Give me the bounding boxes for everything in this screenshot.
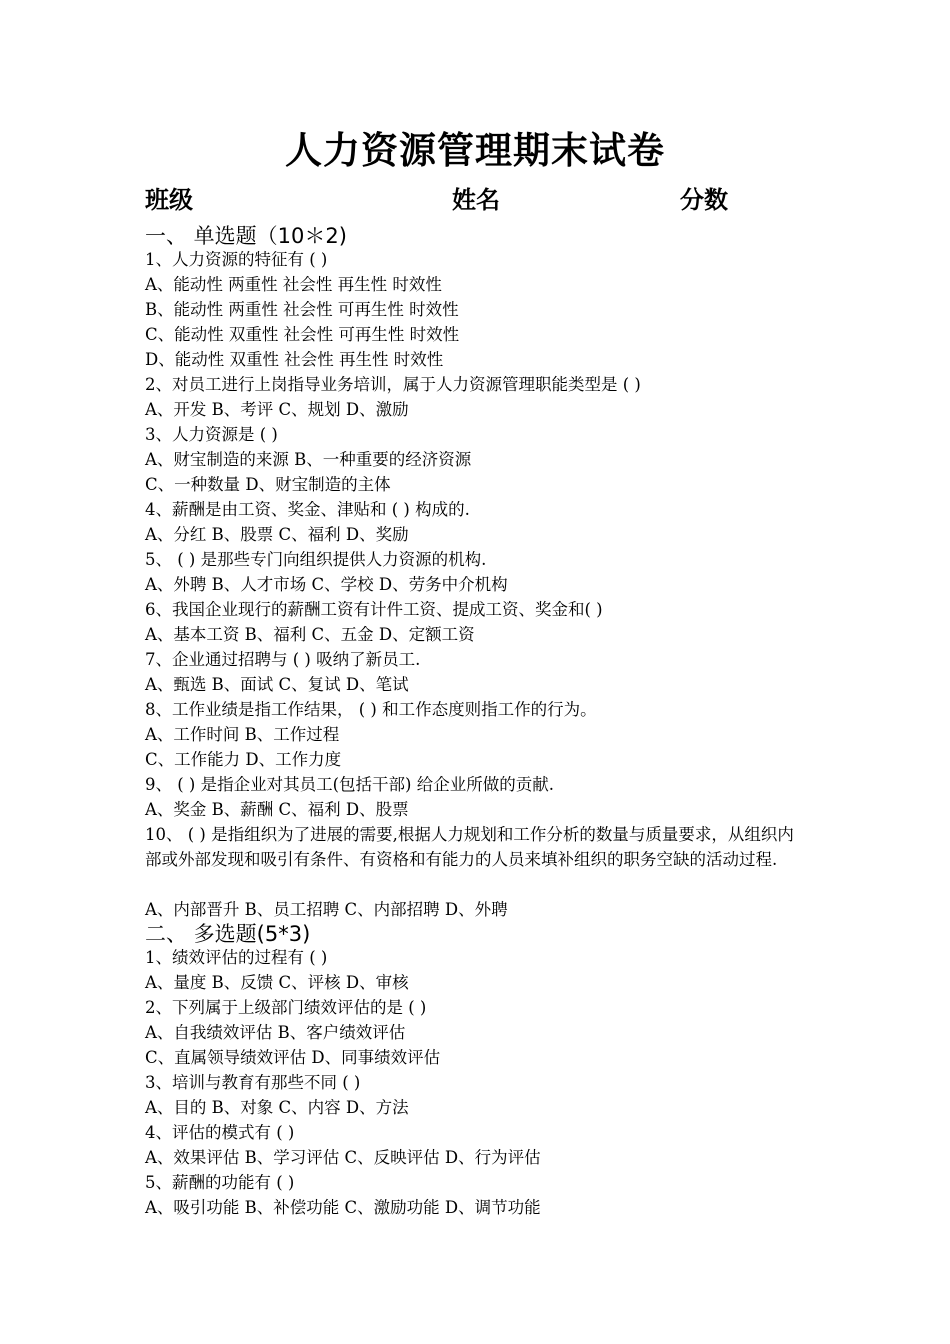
option-line: A、自我绩效评估 B、客户绩效评估 xyxy=(145,1023,406,1042)
option-line: A、开发 B、考评 C、规划 D、激励 xyxy=(145,400,409,419)
exam-title: 人力资源管理期末试卷 xyxy=(285,128,665,172)
option-line: A、内部晋升 B、员工招聘 C、内部招聘 D、外聘 xyxy=(145,900,508,919)
section-2-heading: 二、 多选题(5*3) xyxy=(145,922,311,946)
option-line: A、工作时间 B、工作过程 xyxy=(145,725,340,744)
option-line: A、外聘 B、人才市场 C、学校 D、劳务中介机构 xyxy=(145,575,508,594)
option-line: A、能动性 两重性 社会性 再生性 时效性 xyxy=(145,275,442,294)
question-line: 4、评估的模式有 ( ) xyxy=(145,1123,295,1142)
option-line: B、能动性 两重性 社会性 可再生性 时效性 xyxy=(145,300,459,319)
question-line: 1、绩效评估的过程有 ( ) xyxy=(145,948,328,967)
question-line: 7、企业通过招聘与 ( ) 吸纳了新员工. xyxy=(145,650,421,669)
question-line: 10、 ( ) 是指组织为了进展的需要,根据人力规划和工作分析的数量与质量要求，从组织内部或外部发现和吸引有条件、有资格和有能力的人员来填补组织的职务空缺的活动过程. xyxy=(145,825,794,869)
score-label: 分数 xyxy=(680,185,728,214)
question-line: 2、下列属于上级部门绩效评估的是 ( ) xyxy=(145,998,427,1017)
option-line: C、工作能力 D、工作力度 xyxy=(145,750,342,769)
option-line: A、目的 B、对象 C、内容 D、方法 xyxy=(145,1098,409,1117)
option-line: C、能动性 双重性 社会性 可再生性 时效性 xyxy=(145,325,460,344)
class-label: 班级 xyxy=(145,185,193,214)
option-line: A、吸引功能 B、补偿功能 C、激励功能 D、调节功能 xyxy=(145,1198,541,1217)
question-line: 5、 ( ) 是那些专门向组织提供人力资源的机构. xyxy=(145,550,487,569)
option-line: C、一种数量 D、财宝制造的主体 xyxy=(145,475,391,494)
option-line: C、直属领导绩效评估 D、同事绩效评估 xyxy=(145,1048,441,1067)
option-line: D、能动性 双重性 社会性 再生性 时效性 xyxy=(145,350,444,369)
question-line: 8、工作业绩是指工作结果， ( ) 和工作态度则指工作的行为。 xyxy=(145,700,597,719)
question-line: 5、薪酬的功能有 ( ) xyxy=(145,1173,295,1192)
option-line: A、基本工资 B、福利 C、五金 D、定额工资 xyxy=(145,625,475,644)
option-line: A、量度 B、反馈 C、评核 D、审核 xyxy=(145,973,409,992)
question-line: 3、人力资源是 ( ) xyxy=(145,425,278,444)
option-line: A、奖金 B、薪酬 C、福利 D、股票 xyxy=(145,800,409,819)
question-line: 2、对员工进行上岗指导业务培训，属于人力资源管理职能类型是 ( ) xyxy=(145,375,641,394)
question-line: 9、 ( ) 是指企业对其员工(包括干部) 给企业所做的贡献. xyxy=(145,775,554,794)
question-line: 4、薪酬是由工资、奖金、津贴和 ( ) 构成的. xyxy=(145,500,470,519)
question-line: 3、培训与教育有那些不同 ( ) xyxy=(145,1073,361,1092)
question-line: 6、我国企业现行的薪酬工资有计件工资、提成工资、奖金和( ) xyxy=(145,600,603,619)
option-line: A、财宝制造的来源 B、一种重要的经济资源 xyxy=(145,450,472,469)
option-line: A、分红 B、股票 C、福利 D、奖励 xyxy=(145,525,409,544)
option-line: A、效果评估 B、学习评估 C、反映评估 D、行为评估 xyxy=(145,1148,541,1167)
section-1-heading: 一、 单选题（10＊2) xyxy=(145,224,347,248)
option-line: A、甄选 B、面试 C、复试 D、笔试 xyxy=(145,675,409,694)
name-label: 姓名 xyxy=(452,185,500,214)
question-line: 1、人力资源的特征有 ( ) xyxy=(145,250,328,269)
